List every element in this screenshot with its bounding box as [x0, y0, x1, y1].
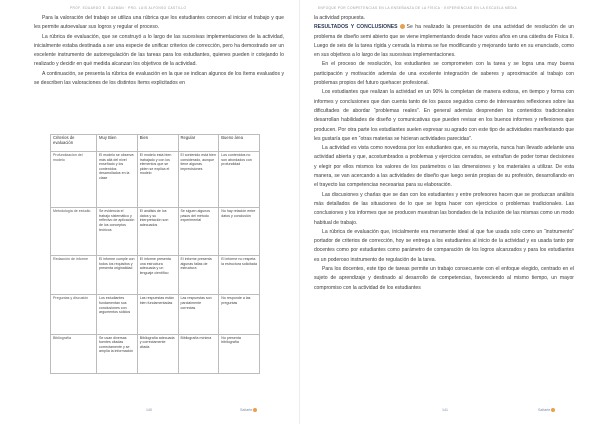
table-cell: El modelo está bien trabajado y con los elementos que se piden se explica el modelo [137, 152, 178, 208]
heading-bullet-icon [400, 24, 405, 29]
rubric-header-muy-bien: Muy Bien [97, 135, 138, 152]
table-row [51, 208, 260, 256]
table-cell: El informe presenta una estructura adecuada y un lenguaje científico [137, 255, 178, 294]
right-body-text [314, 14, 574, 293]
rubric-header-bien: Bien [137, 135, 178, 152]
table-cell: No hay relación entre datos y conclusión [219, 208, 260, 256]
left-brand [240, 408, 257, 412]
right-paragraph-1: Se ha realizado la presentación de una actividad de resolución de un problema de diseño semi abierto que se viene implementando desde hace varios años en una cátedra de Física II. Luego de seis de la tarea rígida y cerrada la misma se fue modificando y mejorando tanto en su enunciado, como en sus objetivos a lo largo de las sucesivas implementaciones. [314, 24, 574, 59]
left-page-number: 140 [146, 408, 152, 412]
table-row [51, 295, 260, 334]
brand-logo-icon [253, 408, 257, 412]
right-running-head: ENFOQUE POR COMPETENCIAS EN LA ENSEÑANZA DE LA FÍSICA · EXPERIENCIAS EN LA ESCUELA MEDIA [318, 6, 518, 10]
table-row [51, 255, 260, 294]
brand-logo-icon [551, 408, 555, 412]
rubric-row-label: Bibliografía [51, 334, 97, 373]
table-cell: Bibliografía mínima [178, 334, 219, 373]
right-paragraph-6: La rúbrica de evaluación que, inicialmente era meramente ideal al que fue usada solo como un “instrumento” portador de criterios de corrección, hoy se entrega a los estudiantes al inicio de la actividad y es usada tanto por docentes como por estudiantes como parámetro de comparación de los logros alcanzados y para los estudiantes es un poderoso instrumento de regulación de la tarea. [314, 228, 574, 263]
right-page [300, 0, 600, 424]
table-cell: El modelo se observa más allá del nivel enseñado y los contenidos desarrollados en la clase [97, 152, 138, 208]
table-cell: Los estudiantes fundamentan sus conclusiones con argumentos sólidos [97, 295, 138, 334]
left-paragraph-2: La rúbrica de evaluación, que se construyó a lo largo de las sucesivas implementaciones de la actividad, inicialmente estaba destinada a ser una especie de unificar criterios de corrección, pero ha demostrado ser un excelente instrumento de autorregulación de las tareas para los estudiantes, quienes pueden ir cotejando lo realizado y decidir en qué medida alcanzan los objetivos de la actividad. [34, 33, 284, 68]
table-cell: El informe presenta algunas fallas de estructura [178, 255, 219, 294]
results-heading: RESULTADOS Y CONCLUSIONES [314, 24, 398, 31]
table-cell: Se usan diversas fuentes citadas correctamente y se amplía la información [97, 334, 138, 373]
table-cell: El informe cumple con todos los requisitos y presenta originalidad [97, 255, 138, 294]
rubric-row-label: Profundización del modelo [51, 152, 97, 208]
rubric-row-label: Metodología de estudio [51, 208, 97, 256]
left-body-text [34, 14, 284, 88]
table-cell: El análisis de los datos y su interpretación son adecuados [137, 208, 178, 256]
table-cell: Los contenidos no son abordados con profundidad [219, 152, 260, 208]
rubric-header-level-4: Bueno área [219, 135, 260, 152]
right-paragraph-7: Para los docentes, este tipo de tareas permite un trabajo consecuente con el enfoque elegido, centrado en el sujeto de aprendizaje y destinado al desarrollo de competencias, favoreciendo al mismo tiempo, un mayor compromiso con la actividad de los estudiantes [314, 266, 574, 291]
rubric-table [50, 134, 260, 374]
rubric-row-label: Preguntas y discusión [51, 295, 97, 334]
right-first-line: la actividad propuesta. [314, 15, 365, 21]
right-paragraph-2: En el proceso de resolución, los estudiantes se comprometen con la tarea y se logra una muy buena participación y motivación además de una excelente integración de saberes y aproximación al trabajo con problemas propios del futuro quehacer profesional. [314, 61, 574, 87]
right-paragraph-4: La actividad es vista como novedosa por los estudiantes que, en su mayoría, nunca han llevado adelante una actividad abierta y que, acostumbrados a problemas y ejercicios cerrados, se extrañan de poder tomar decisiones y elegir por ellos mismos los valores de los parámetros o las dimensiones y los materiales a utilizar. De esta manera, se van acercando a las actividades de diseño que luego serán propias de su profesión, desarrollando en el trayecto las competencias necesarias para su elaboración. [314, 145, 574, 189]
table-row [51, 152, 260, 208]
rubric-header-row [51, 135, 260, 152]
table-cell: El informe no respeta la estructura solicitada [219, 255, 260, 294]
table-cell: No responde a las preguntas [219, 295, 260, 334]
left-paragraph-1: Para la valoración del trabajo se utiliza una rúbrica que los estudiantes conocen al iniciar el trabajo y que les permite autoevaluar sus logros y regular el proceso. [34, 15, 284, 31]
right-page-number: 141 [442, 408, 448, 412]
table-row [51, 334, 260, 373]
right-paragraph-3: Los estudiantes que realizan la actividad en un 90% la completan de manera exitosa, en tiempo y forma con informes y conclusiones que dan cuenta tanto de los pasos seguidos como de interesantes reflexiones sobre las dificultades de abordar “problemas reales”. En general además desprenden los contenidos tradicionales desarrollan habilidades de diseño y comunicativas que pueden revisar en los buenos informes y reflexiones que producen. Por otra parte los estudiantes suelen expresar su agrado con este tipo de actividades manifestando que les gustaría que en “otras materias se hicieran actividades parecidas”. [314, 89, 574, 142]
right-paragraph-5: Las discusiones y charlas que se dan con los estudiantes y entre profesores hacen que se produzcan análisis más detallados de las situaciones de lo que se logra hacer con ejercicios o problemas tradicionales. Las conclusiones y los informes que se producen muestran las bondades de la inclusión de las mismas como un modo habitual de trabajo. [314, 191, 574, 226]
rubric-row-label: Redacción de informe [51, 255, 97, 294]
left-brand-label: Saltarte [240, 407, 253, 412]
table-cell: El contenido está bien considerado, aunque tiene algunas imprecisiones [178, 152, 219, 208]
left-paragraph-3: A continuación, se presenta la rúbrica de evaluación en la que se indican algunos de los ítems evaluados y se describen las valoraciones de los distintos ítems explicitados en [34, 70, 284, 87]
table-cell: Bibliografía adecuada y correctamente citada [137, 334, 178, 373]
rubric-header-regular: Regular [178, 135, 219, 152]
table-cell: No presenta bibliografía [219, 334, 260, 373]
results-paragraph [314, 23, 574, 60]
table-cell: Las respuestas están bien fundamentadas [137, 295, 178, 334]
table-cell: Las respuestas son parcialmente correctas [178, 295, 219, 334]
right-brand-label: Saltarte [538, 407, 551, 412]
left-running-head: PROF. EDUARDO E. GUZMÁN · PRO. LUIS ALFONSO CASTILLO [70, 6, 187, 10]
table-cell: Se evidencia el trabajo sistemático y reflexivo de aplicación de los conceptos teóricos [97, 208, 138, 256]
rubric-header-criteria: Criterios de evaluación [51, 135, 97, 152]
table-cell: Se siguen algunos pasos del método experimental [178, 208, 219, 256]
right-brand [538, 408, 555, 412]
